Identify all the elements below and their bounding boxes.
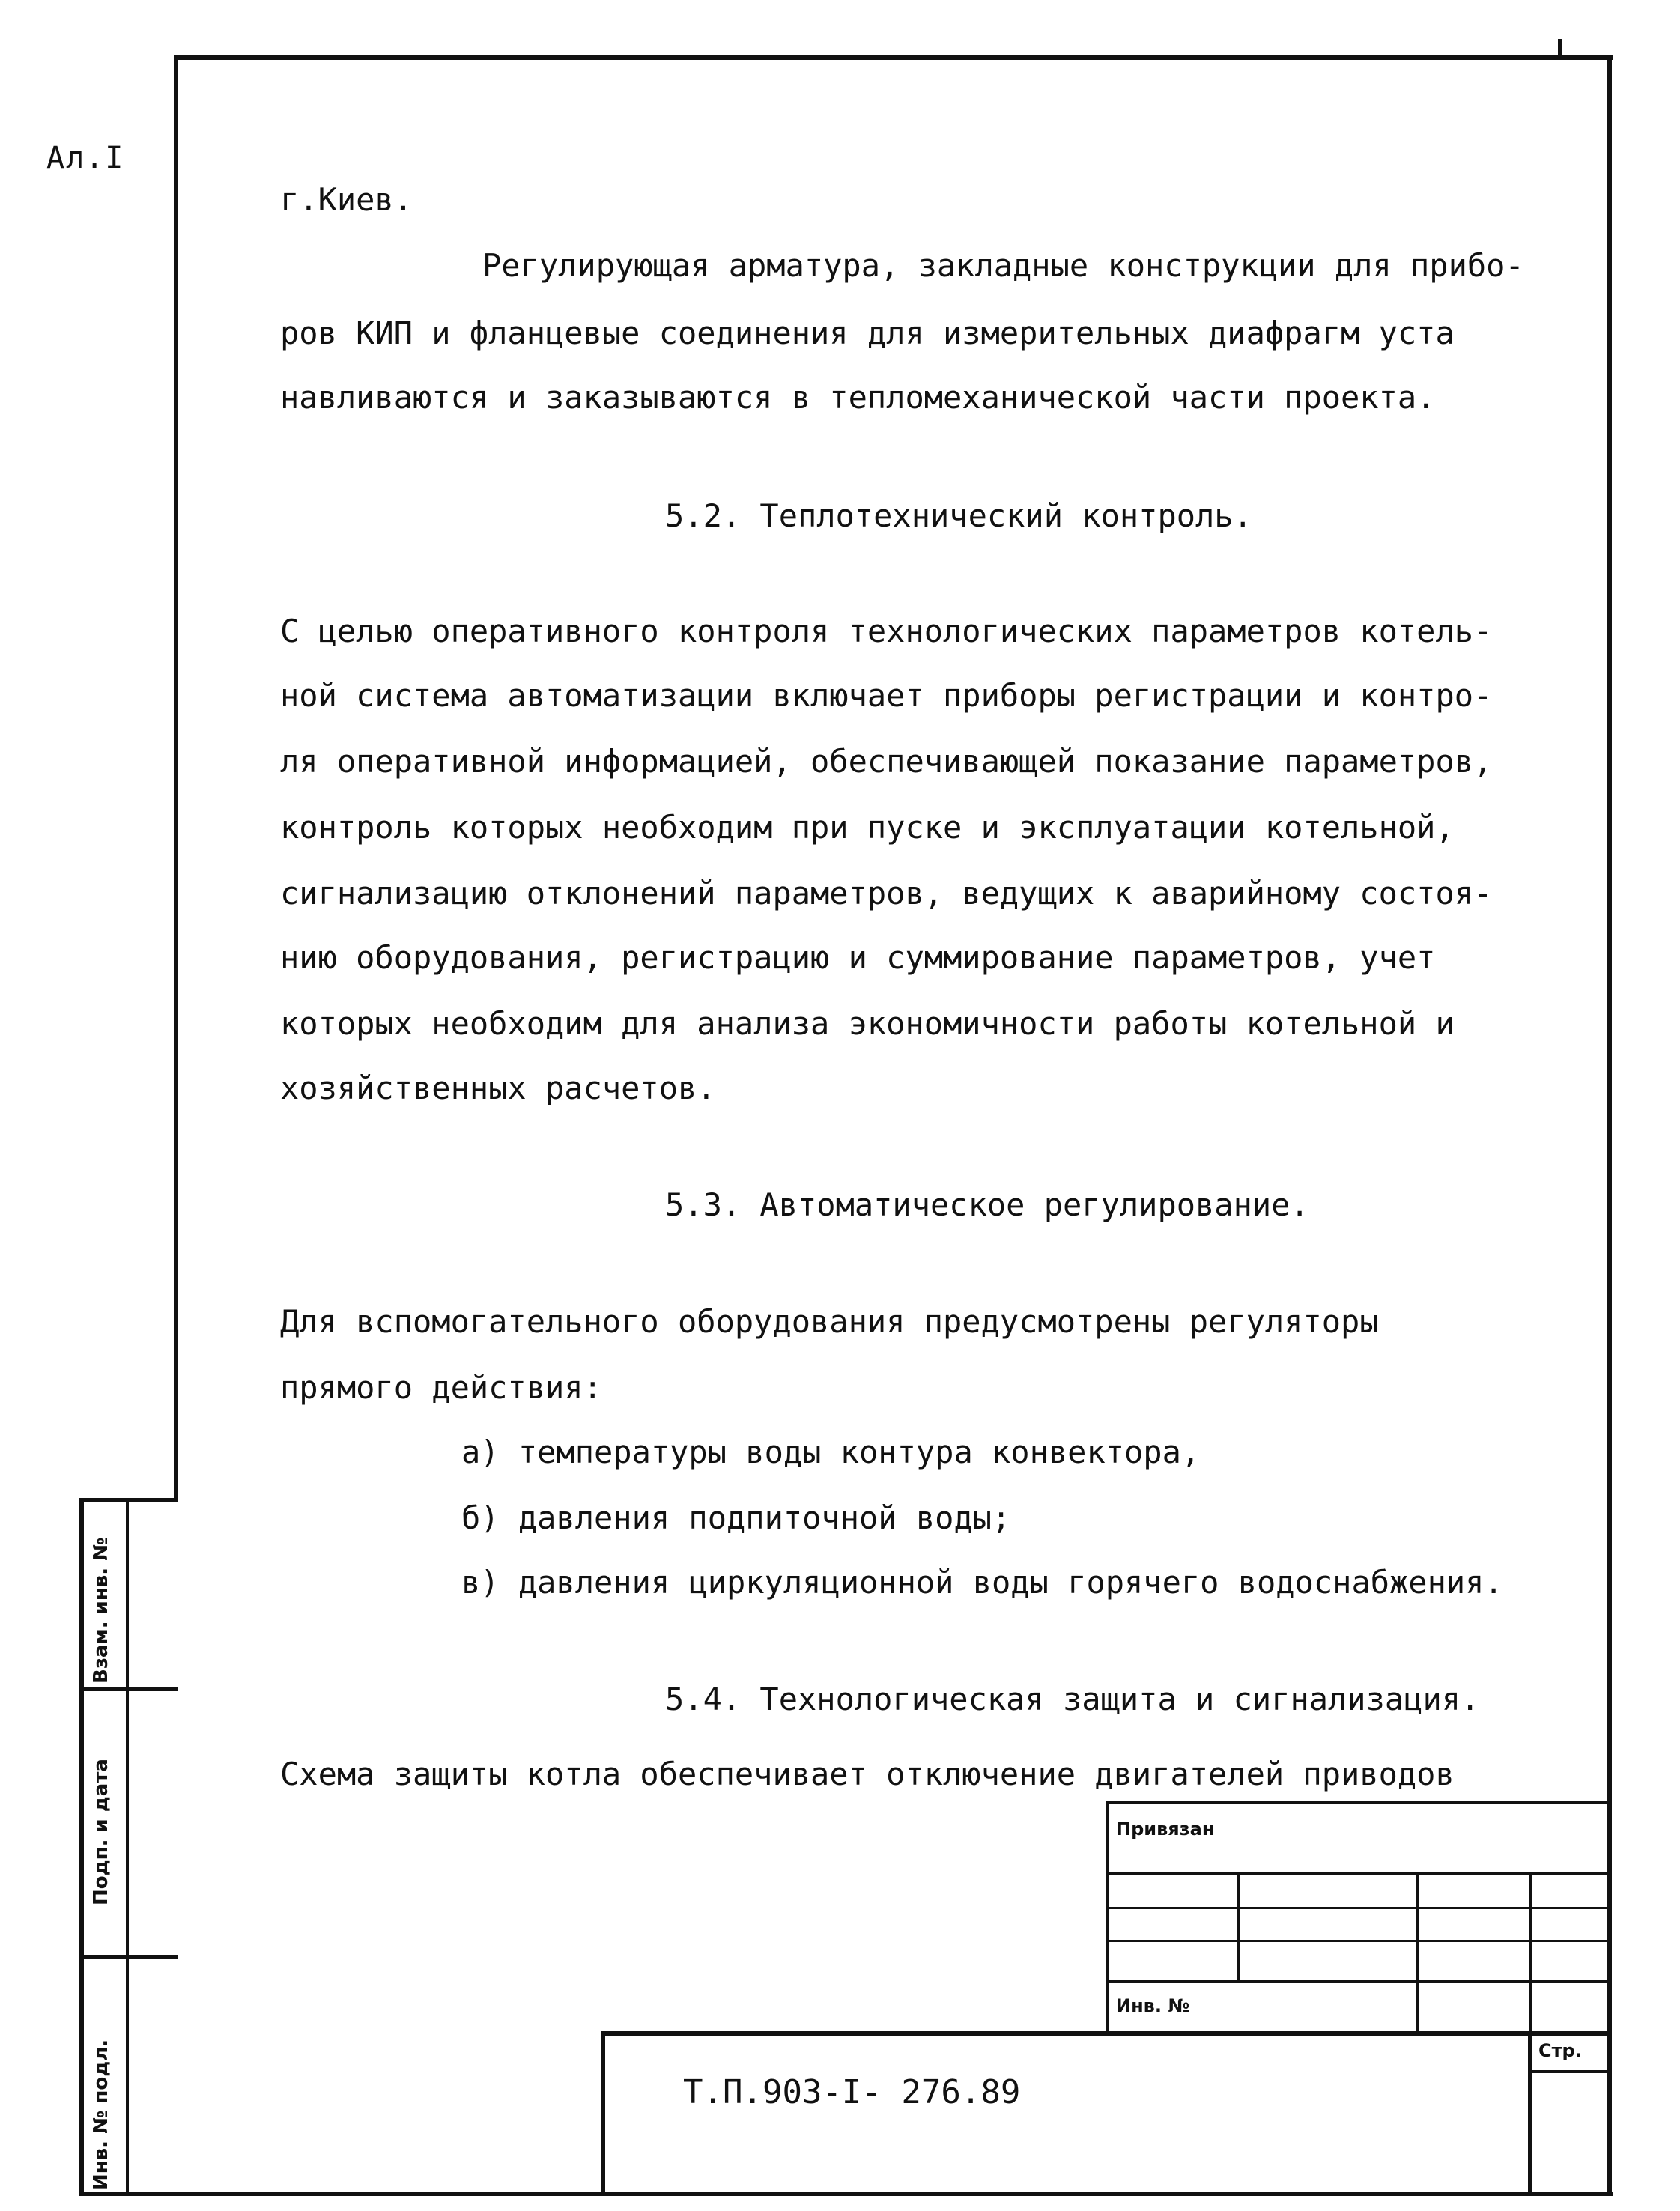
- side-label-sign-date: Подп. и дата: [90, 1759, 112, 1905]
- section-heading-5-4: 5.4. Технологическая защита и сигнализация.: [665, 1681, 1480, 1717]
- paragraph-line: ров КИП и фланцевые соединения для измерительных диафрагм уста: [280, 315, 1455, 351]
- paragraph-line: контроль которых необходим при пуске и эксплуатации котельной,: [280, 809, 1455, 846]
- paragraph-line: навливаются и заказываются в тепломеханической части проекта.: [280, 379, 1436, 416]
- frame-top-tick: [1558, 39, 1562, 60]
- title-block-inv-no: Инв. №: [1116, 1995, 1190, 2016]
- paragraph-line: Схема защиты котла обеспечивает отключение двигателей приводов: [280, 1756, 1455, 1792]
- section-heading-5-3: 5.3. Автоматическое регулирование.: [665, 1186, 1309, 1223]
- list-item-b: б) давления подпиточной воды;: [461, 1499, 1011, 1536]
- section-heading-5-2: 5.2. Теплотехнический контроль.: [665, 497, 1252, 534]
- paragraph-line: нию оборудования, регистрацию и суммирование параметров, учет: [280, 939, 1436, 976]
- paragraph-line: ля оперативной информацией, обеспечивающей показание параметров,: [280, 743, 1493, 780]
- title-block-privyazan: Привязан: [1116, 1819, 1215, 1840]
- list-item-c: в) давления циркуляционной воды горячего водоснабжения.: [461, 1564, 1503, 1601]
- frame-left-border: [174, 55, 178, 1501]
- frame-bottom-border: [79, 2192, 1613, 2196]
- frame-right-border: [1607, 55, 1612, 2196]
- side-label-inv-podl: Инв. № подл.: [90, 2039, 112, 2190]
- side-label-inv-zam: Взам. инв. №: [90, 1537, 112, 1684]
- paragraph-line: сигнализацию отклонений параметров, ведущих к аварийному состоя-: [280, 875, 1493, 912]
- paragraph-line: г.Киев.: [280, 181, 413, 218]
- sheet-mark: Ал.I: [46, 141, 125, 175]
- paragraph-line: Регулирующая арматура, закладные конструкции для прибо-: [482, 247, 1524, 284]
- document-code: Т.П.903-I- 276.89: [683, 2073, 1021, 2111]
- paragraph-line: прямого действия:: [280, 1369, 602, 1406]
- paragraph-line: ной система автоматизации включает приборы регистрации и контро-: [280, 677, 1493, 714]
- paragraph-line: хозяйственных расчетов.: [280, 1070, 716, 1106]
- paragraph-line: которых необходим для анализа экономичности работы котельной и: [280, 1005, 1455, 1042]
- title-block-page-label: Стр.: [1538, 2040, 1582, 2061]
- frame-top-border: [174, 55, 1613, 60]
- side-stamp-column: [79, 1498, 178, 2196]
- paragraph-line: С целью оперативного контроля технологических параметров котель-: [280, 613, 1493, 649]
- list-item-a: а) температуры воды контура конвектора,: [461, 1434, 1201, 1470]
- paragraph-line: Для вспомогательного оборудования предусмотрены регуляторы: [280, 1303, 1379, 1340]
